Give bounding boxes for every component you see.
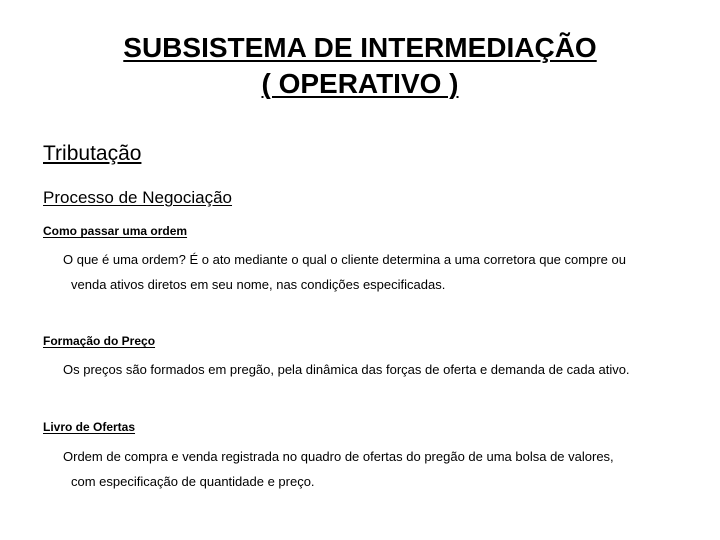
slide-title-line-1: SUBSISTEMA DE INTERMEDIAÇÃO bbox=[123, 32, 597, 63]
topic-title-como-passar-ordem: Como passar uma ordem bbox=[43, 224, 188, 238]
topic-text-line: Ordem de compra e venda registrada no quadro de ofertas do pregão de uma bolsa de valores, bbox=[63, 449, 614, 464]
topic-text-line: Os preços são formados em pregão, pela dinâmica das forças de oferta e demanda de cada ativo. bbox=[63, 362, 630, 377]
topic-text-line: com especificação de quantidade e preço. bbox=[71, 474, 315, 489]
section-subheading: Processo de Negociação bbox=[43, 188, 233, 207]
slide-title-line-2: ( OPERATIVO ) bbox=[261, 68, 459, 99]
topic-title-formacao-preco: Formação do Preço bbox=[43, 334, 156, 348]
topic-text-line: venda ativos diretos em seu nome, nas condições especificadas. bbox=[71, 277, 446, 292]
topic-title-livro-ofertas: Livro de Ofertas bbox=[43, 420, 136, 434]
section-heading: Tributação bbox=[43, 142, 142, 165]
topic-text-line: O que é uma ordem? É o ato mediante o qual o cliente determina a uma corretora que compre ou bbox=[63, 252, 626, 267]
